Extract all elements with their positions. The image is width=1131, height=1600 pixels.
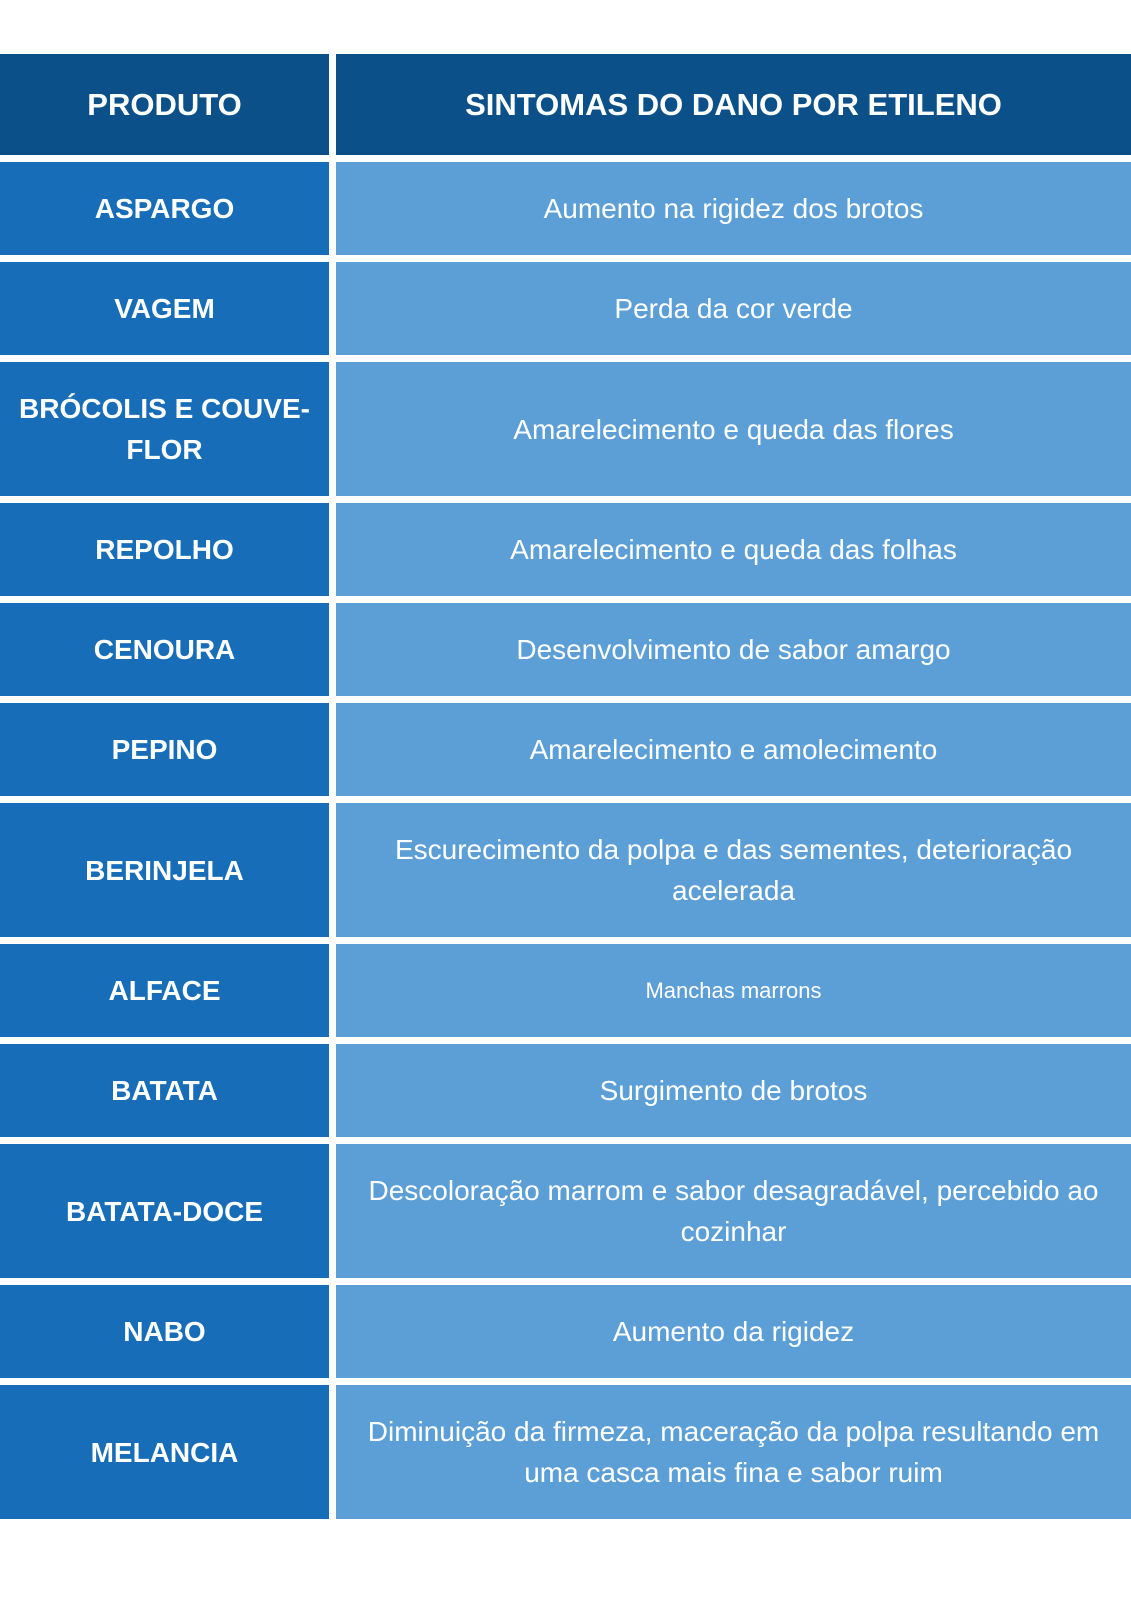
product-cell: PEPINO xyxy=(0,703,329,796)
product-cell: BERINJELA xyxy=(0,803,329,937)
symptom-cell: Escurecimento da polpa e das sementes, deterioração acelerada xyxy=(336,803,1131,937)
table-row xyxy=(0,262,1131,355)
symptom-cell: Diminuição da firmeza, maceração da polpa resultando em uma casca mais fina e sabor ruim xyxy=(336,1385,1131,1519)
product-cell: NABO xyxy=(0,1285,329,1378)
symptom-cell: Aumento da rigidez xyxy=(336,1285,1131,1378)
table-row xyxy=(0,162,1131,255)
table-row xyxy=(0,503,1131,596)
symptom-cell: Aumento na rigidez dos brotos xyxy=(336,162,1131,255)
symptom-cell: Desenvolvimento de sabor amargo xyxy=(336,603,1131,696)
product-cell: ASPARGO xyxy=(0,162,329,255)
table-row xyxy=(0,703,1131,796)
symptom-cell: Manchas marrons xyxy=(336,944,1131,1037)
symptom-cell: Surgimento de brotos xyxy=(336,1044,1131,1137)
symptom-cell: Amarelecimento e queda das flores xyxy=(336,362,1131,496)
table-row xyxy=(0,1044,1131,1137)
product-cell: BRÓCOLIS E COUVE-FLOR xyxy=(0,362,329,496)
symptom-cell: Amarelecimento e amolecimento xyxy=(336,703,1131,796)
table-header-row xyxy=(0,54,1131,155)
table-row xyxy=(0,803,1131,937)
product-cell: MELANCIA xyxy=(0,1385,329,1519)
symptom-cell: Descoloração marrom e sabor desagradável, percebido ao cozinhar xyxy=(336,1144,1131,1278)
symptom-cell: Perda da cor verde xyxy=(336,262,1131,355)
table-row xyxy=(0,1385,1131,1519)
product-cell: BATATA-DOCE xyxy=(0,1144,329,1278)
product-cell: CENOURA xyxy=(0,603,329,696)
table-row xyxy=(0,603,1131,696)
header-symptoms: SINTOMAS DO DANO POR ETILENO xyxy=(336,54,1131,155)
table-row xyxy=(0,362,1131,496)
product-cell: BATATA xyxy=(0,1044,329,1137)
product-cell: VAGEM xyxy=(0,262,329,355)
table-row xyxy=(0,944,1131,1037)
ethylene-damage-table xyxy=(0,54,1131,1526)
table-row xyxy=(0,1285,1131,1378)
table-row xyxy=(0,1144,1131,1278)
product-cell: REPOLHO xyxy=(0,503,329,596)
header-product: PRODUTO xyxy=(0,54,329,155)
product-cell: ALFACE xyxy=(0,944,329,1037)
symptom-cell: Amarelecimento e queda das folhas xyxy=(336,503,1131,596)
